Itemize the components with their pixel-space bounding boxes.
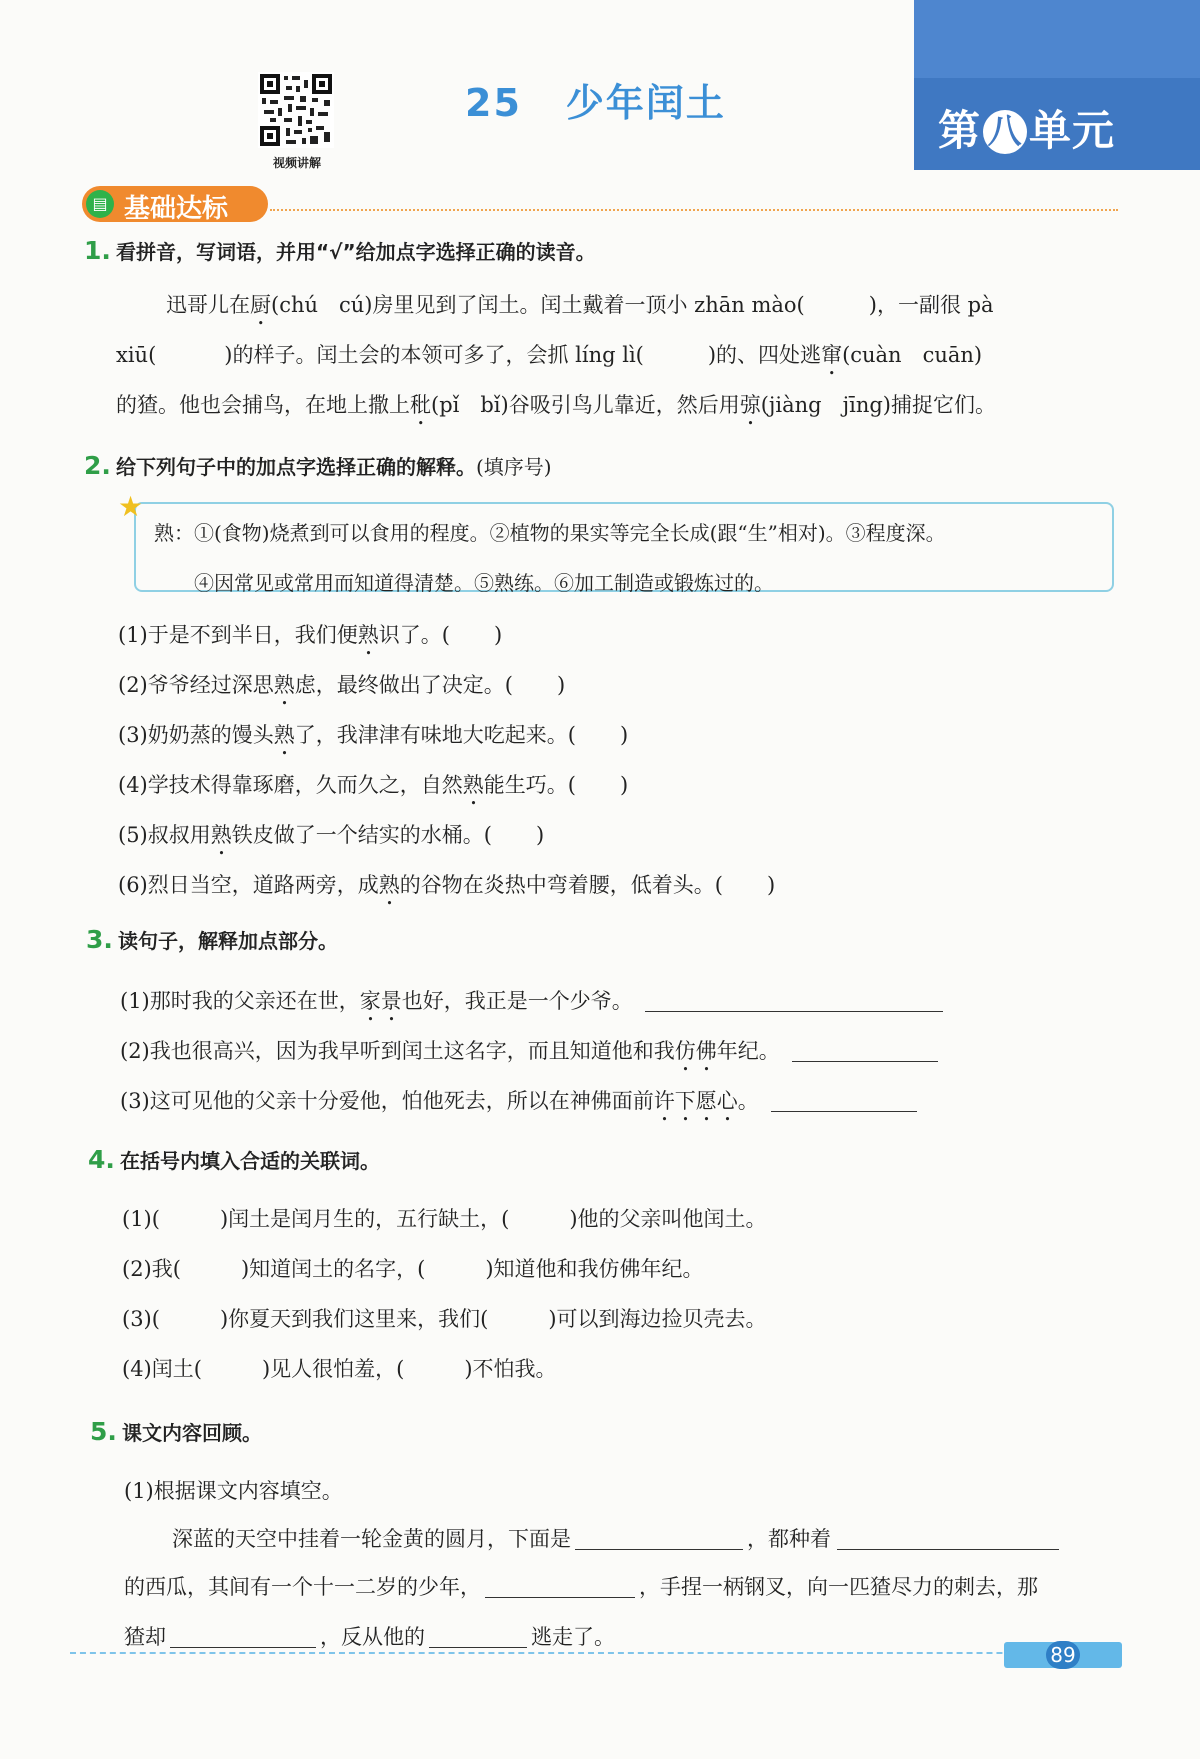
q5-number: 5. [90,1417,117,1446]
dotted-char: 熟 [273,723,295,747]
q2-item-6 [118,869,775,910]
text: ，反从他的 [320,1625,425,1649]
text: (6)烈日当空，道路两旁，成 [118,873,379,897]
text: (4)闰土( [122,1357,202,1381]
q5-line-3 [124,1621,615,1651]
q2-item-5 [118,819,544,860]
dotted-char: 熟 [462,773,484,797]
q1-title: 看拼音，写词语，并用“√”给加点字选择正确的读音。 [116,240,596,264]
answer-line[interactable] [429,1646,527,1648]
text: 也好，我正是一个少爷。 [401,989,633,1013]
text: (cuàn cuān) [842,343,983,367]
text: ，手捏一柄钢叉，向一匹猹尽力的刺去，那 [639,1575,1038,1599]
q5-line-2 [124,1571,1038,1601]
text: (5)叔叔用 [118,823,211,847]
answer-line[interactable] [771,1110,917,1112]
section-title: 基础达标 [124,194,229,224]
q2-title-note: (填序号) [476,455,552,479]
section-divider [270,209,1118,211]
text: (4)学技术得靠琢磨，久而久之，自然 [118,773,463,797]
definition-line-1: 熟：①(食物)烧煮到可以食用的程度。②植物的果实等完全长成(跟“生”相对)。③程度深。 [154,521,946,545]
q5-title: 课文内容回顾。 [122,1421,262,1445]
q5-header [90,1417,262,1446]
text: )，一副很 pà [868,293,994,317]
q3-header [86,925,338,954]
unit-badge [938,98,1115,158]
text: )他的父亲叫他闰土。 [569,1207,767,1231]
bottom-divider [70,1652,1122,1654]
text: 铁皮做了一个结实的水桶。( [231,823,492,847]
text: ) [619,723,629,747]
text: (2)我( [122,1257,181,1281]
answer-line[interactable] [837,1548,1059,1550]
text: )知道闰土的名字，( [240,1257,426,1281]
dotted-char: 熟 [273,673,295,697]
qr-code [258,72,334,148]
page-number: 89 [1046,1641,1080,1669]
dotted-phrase: 家景 [359,989,402,1013]
text: )可以到海边捡贝壳去。 [548,1307,767,1331]
answer-line[interactable] [170,1646,316,1648]
q2-item-1 [118,619,502,660]
q3-item-2 [120,1035,938,1076]
q1-header [84,236,596,265]
dotted-char: 熟 [357,623,379,647]
dotted-char: 秕 [410,393,431,417]
unit-number: 八 [983,110,1027,154]
q1-number: 1. [84,236,111,265]
text: (chú cú)房里见到了闰土。闰土戴着一顶小 zhān mào( [271,293,805,317]
text: (3)( [122,1307,160,1331]
text: ) [556,673,566,697]
text: )你夏天到我们这里来，我们( [219,1307,489,1331]
text: 猹却 [124,1625,166,1649]
q3-title: 读句子，解释加点部分。 [118,929,338,953]
text: )闰土是闰月生的，五行缺土，( [219,1207,510,1231]
text: (2)爷爷经过深思 [118,673,274,697]
q2-header [84,451,552,480]
text: (pǐ bǐ)谷吸引鸟儿靠近，然后用 [431,393,740,417]
text: ) [493,623,503,647]
dotted-char: 弶 [739,393,761,417]
text: ) [535,823,545,847]
dotted-char: 厨 [250,293,271,317]
definition-line-2: ④因常见或常用而知道得清楚。⑤熟练。⑥加工制造或锻炼过的。 [194,571,774,595]
q1-line-2 [116,339,982,380]
text: 深蓝的天空中挂着一轮金黄的圆月，下面是 [172,1527,571,1551]
answer-line[interactable] [645,1010,943,1012]
q4-title: 在括号内填入合适的关联词。 [120,1149,380,1173]
q1-line-3 [116,389,996,430]
text: )的样子。闰土会的本领可多了，会抓 líng lì( [224,343,644,367]
text: )的、四处逃 [707,343,822,367]
text: 逃走了。 [531,1625,615,1649]
q4-item-2 [122,1253,704,1283]
dotted-phrase: 许下愿心 [653,1089,738,1113]
text: ，都种着 [747,1527,831,1551]
text: )见人很怕羞，( [261,1357,405,1381]
q2-title: 给下列句子中的加点字选择正确的解释。 [116,455,476,479]
answer-line[interactable] [792,1060,938,1062]
text: (1)( [122,1207,160,1231]
q3-item-3 [120,1085,917,1126]
q1-line-1 [166,289,994,330]
text: 虑，最终做出了决定。( [294,673,513,697]
dotted-phrase: 仿佛 [674,1039,717,1063]
text: 识了。( [378,623,450,647]
q2-number: 2. [84,451,111,480]
lesson-name: 少年闰土 [565,81,726,125]
dotted-char: 窜 [821,343,843,367]
q4-item-3 [122,1303,767,1333]
text: (1)于是不到半日，我们便 [118,623,358,647]
q3-number: 3. [86,925,113,954]
text: 的猹。他也会捕鸟，在地上撒上 [116,393,410,417]
text: )知道他和我仿佛年纪。 [485,1257,704,1281]
star-icon: ★ [118,490,144,523]
q3-item-1 [120,985,943,1026]
qr-label: 视频讲解 [272,156,321,170]
q4-header [88,1145,380,1174]
lesson-title [465,72,726,127]
dotted-char: 熟 [378,873,400,897]
text: xiū( [116,343,157,367]
q4-item-1 [122,1203,767,1233]
text: (3)这可见他的父亲十分爱他，怕他死去，所以在神佛面前 [120,1089,654,1113]
text: ) [766,873,776,897]
text: (1)那时我的父亲还在世， [120,989,360,1013]
text: 了，我津津有味地大吃起来。( [294,723,576,747]
document-icon: ▤ [86,190,114,218]
text: 的谷物在炎热中弯着腰，低着头。( [399,873,723,897]
q5-line-1 [172,1523,1059,1553]
answer-line[interactable] [485,1596,635,1598]
text: 年纪。 [716,1039,780,1063]
dotted-char: 熟 [210,823,232,847]
text: (jiàng jīng)捕捉它们。 [760,393,996,417]
text: 迅哥儿在 [166,293,250,317]
q2-item-2 [118,669,565,710]
answer-line[interactable] [575,1548,743,1550]
lesson-number: 25 [465,81,522,125]
q4-number: 4. [88,1145,115,1174]
text: )不怕我。 [464,1357,557,1381]
text: (3)奶奶蒸的馒头 [118,723,274,747]
q5-subtitle: (1)根据课文内容填空。 [124,1479,343,1503]
text: 。 [737,1089,759,1113]
q2-item-4 [118,769,628,810]
q2-item-3 [118,719,628,760]
text: 的西瓜，其间有一个十一二岁的少年， [124,1575,481,1599]
text: ) [619,773,629,797]
q4-item-4 [122,1353,557,1383]
text: 能生巧。( [483,773,576,797]
unit-prefix: 第 [938,106,982,155]
unit-suffix: 单元 [1029,106,1116,155]
text: (2)我也很高兴，因为我早听到闰土这名字，而且知道他和我 [120,1039,675,1063]
